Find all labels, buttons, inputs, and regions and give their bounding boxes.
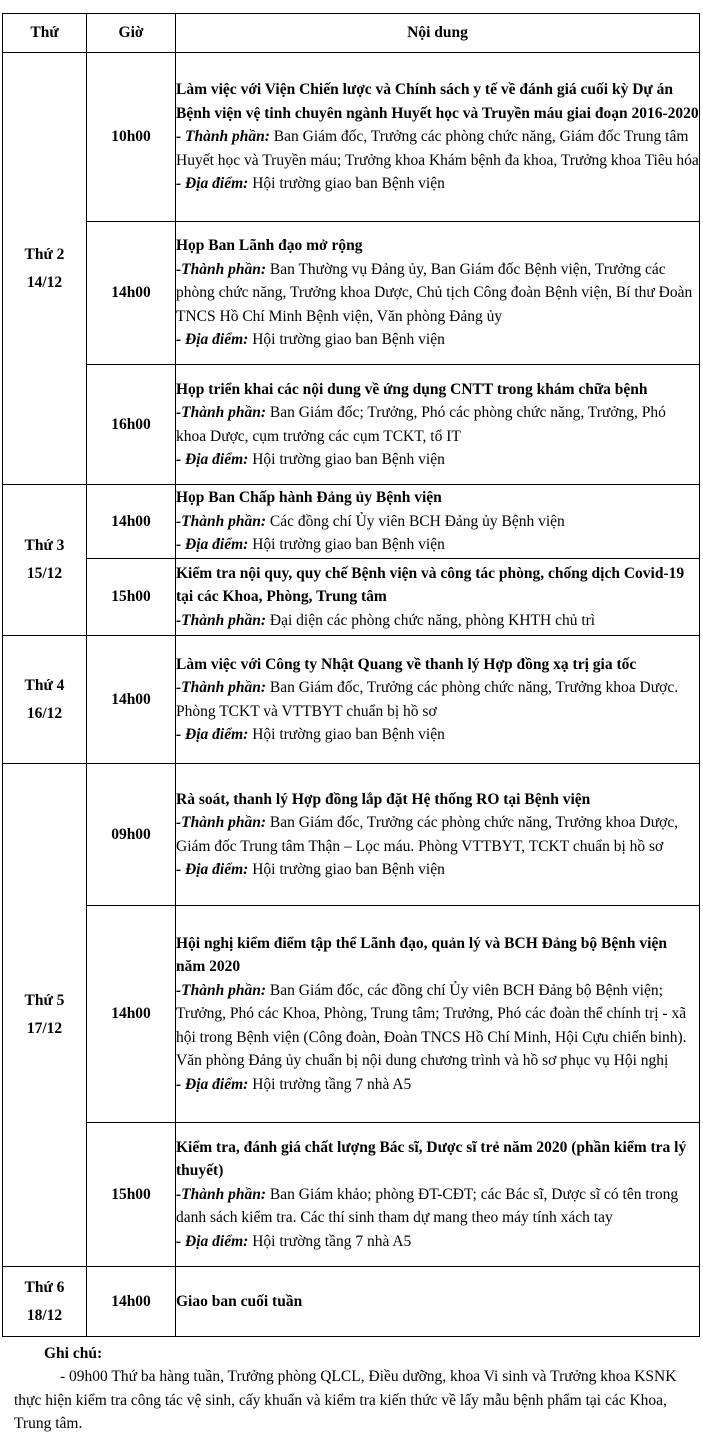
time-cell: 10h00 [87,53,176,222]
participants-prefix: - [176,128,186,146]
participants-line [176,811,699,858]
time-cell: 14h00 [87,222,176,365]
location-value: Hội trường giao ban Bệnh viện [252,536,445,554]
participants-prefix: - [176,512,182,530]
location-prefix: - [176,536,186,554]
location-value: Hội trường giao ban Bệnh viện [252,175,445,193]
participants-line [176,125,699,172]
content-cell [176,485,700,559]
event-title: Họp Ban Lãnh đạo mở rộng [176,237,363,255]
event-title: Làm việc với Công ty Nhật Quang về thanh lý Hợp đồng xạ trị gia tốc [176,655,637,673]
participants-line [176,979,699,1073]
content-cell [176,559,700,636]
table-row [3,636,700,764]
content-cell [176,906,700,1123]
location-value: Hội trường giao ban Bệnh viện [252,331,445,349]
content-cell [176,222,700,365]
content-cell [176,53,700,222]
participants-value: Ban Giám đốc, các đồng chí Ủy viên BCH Đảng bộ Bệnh viện; Trưởng, Phó các Khoa, Phòng, Trung tâm; Trưởng, Phó các đoàn thể chính trị - xã hội trong Bệnh viện (Công đoàn, Đoàn TNCS Hồ Chí Minh, Hội Cựu chiến binh). Văn phòng Đảng ủy chuẩn bị nội dung chương trình và hồ sơ phục vụ Hội nghị [176,981,687,1070]
location-value: Hội trường giao ban Bệnh viện [252,725,445,743]
participants-label [176,814,266,831]
table-row [3,906,700,1123]
table-row [3,53,700,222]
table-row [3,1123,700,1267]
day-cell [3,764,87,1267]
participants-label-text: Thành phần: [181,404,267,422]
location-prefix: - [176,725,186,743]
location-label [176,1233,248,1250]
header-content: Nội dung [176,14,700,53]
day-name: Thứ 4 [24,676,65,694]
location-label-text: Địa điểm: [185,331,249,349]
event-title: Kiểm tra nội quy, quy chế Bệnh viện và công tác phòng, chống dịch Covid-19 tại các Khoa, Phòng, Trung tâm [176,564,685,606]
participants-value: Ban Giám đốc, Trưởng các phòng chức năng, Trưởng khoa Dược. Phòng TCKT và VTTBYT chuẩn bị hồ sơ [176,679,679,720]
location-prefix: - [176,450,186,468]
location-prefix: - [176,1232,186,1250]
day-name: Thứ 6 [24,1278,65,1296]
day-cell [3,53,87,485]
participants-prefix: - [176,679,182,697]
time-cell: 14h00 [87,485,176,559]
participants-value: Đại diện các phòng chức năng, phòng KHTH chủ trì [269,611,596,629]
header-time: Giờ [87,14,176,53]
location-line [176,723,699,746]
participants-label [176,612,266,629]
participants-prefix: - [176,814,182,832]
day-date: 14/12 [26,273,63,291]
location-label [176,536,248,553]
location-label [176,331,248,348]
event-title: Rà soát, thanh lý Hợp đồng lắp đặt Hệ thống RO tại Bệnh viện [176,790,591,808]
participants-value: Ban Giám đốc; Trưởng, Phó các phòng chức năng, Trưởng, Phó khoa Dược, cụm trưởng các cụm TCKT, tổ IT [176,404,666,445]
content-cell [176,365,700,485]
location-label-text: Địa điểm: [185,725,249,743]
participants-prefix: - [176,1185,182,1203]
participants-label [176,404,266,421]
participants-value: Ban Giám khảo; phòng ĐT-CĐT; các Bác sĩ, Dược sĩ có tên trong danh sách kiểm tra. Các thí sinh tham dự mang theo máy tính xách tay [176,1185,679,1227]
participants-label [176,128,270,145]
day-name: Thứ 2 [24,245,65,263]
header-row [3,14,700,53]
participants-prefix: - [176,611,182,629]
location-value: Hội trường tầng 7 nhà A5 [252,1075,412,1093]
location-prefix: - [176,331,186,349]
day-date: 15/12 [26,565,63,582]
table-row [3,764,700,906]
table-row [3,485,700,559]
location-line [176,1073,699,1096]
event-title: Làm việc với Viện Chiến lược và Chính sách y tế về đánh giá cuối kỳ Dự án Bệnh viện vệ tinh chuyên ngành Huyết học và Truyền máu giai đoạn 2016-2020 [176,81,699,122]
location-label-text: Địa điểm: [185,1075,249,1093]
participants-value: Ban Thường vụ Đảng ủy, Ban Giám đốc Bệnh viện, Trưởng các phòng chức năng, Trưởng khoa Dược, Chủ tịch Công đoàn Bệnh viện, Bí thư Đoàn TNCS Hồ Chí Minh Bệnh viện, Văn phòng Đảng ủy [176,260,693,325]
time-cell: 14h00 [87,636,176,764]
participants-label-text: Thành phần: [181,981,267,999]
event-title: Kiểm tra, đánh giá chất lượng Bác sĩ, Dược sĩ trẻ năm 2020 (phần kiểm tra lý thuyết) [176,1138,687,1180]
participants-prefix: - [176,404,182,422]
schedule-table [2,13,700,1337]
day-date: 17/12 [26,1020,63,1037]
participants-label [176,513,266,530]
participants-label [176,982,266,999]
location-line [176,328,699,351]
location-line [176,533,699,556]
participants-line [176,609,699,632]
day-name: Thứ 5 [24,992,65,1009]
notes-section [14,1342,694,1436]
participants-label-text: Thành phần: [185,128,270,146]
time-cell: 14h00 [87,1267,176,1337]
time-cell: 14h00 [87,906,176,1123]
table-row [3,1267,700,1337]
event-title: Hội nghị kiểm điểm tập thể Lãnh đạo, quản lý và BCH Đảng bộ Bệnh viện năm 2020 [176,935,667,976]
location-label-text: Địa điểm: [185,536,249,554]
location-label [176,726,248,743]
participants-label-text: Thành phần: [181,679,267,697]
location-label-text: Địa điểm: [185,860,249,878]
notes-title: Ghi chú: [44,1345,103,1362]
day-name: Thứ 3 [24,537,65,554]
location-line [176,448,699,471]
location-label-text: Địa điểm: [185,450,249,468]
participants-label-text: Thành phần: [181,1185,267,1203]
location-value: Hội trường tầng 7 nhà A5 [252,1232,412,1250]
participants-label [176,1186,266,1203]
time-cell: 15h00 [87,1123,176,1267]
content-cell [176,764,700,906]
content-cell [176,1123,700,1267]
participants-label-text: Thành phần: [181,512,267,530]
event-title: Giao ban cuối tuần [176,1292,303,1310]
event-title: Họp triển khai các nội dung về ứng dụng CNTT trong khám chữa bệnh [176,380,648,398]
participants-label-text: Thành phần: [181,611,267,629]
table-row [3,365,700,485]
day-cell [3,1267,87,1337]
participants-prefix: - [176,260,182,278]
location-label [176,861,248,878]
location-prefix: - [176,860,186,878]
location-value: Hội trường giao ban Bệnh viện [252,860,445,878]
location-value: Hội trường giao ban Bệnh viện [252,450,445,468]
participants-value: Các đồng chí Ủy viên BCH Đảng ủy Bệnh viện [269,512,565,530]
header-day: Thứ [3,14,87,53]
time-cell: 15h00 [87,559,176,636]
participants-label [176,679,266,696]
participants-label-text: Thành phần: [181,260,267,278]
day-date: 16/12 [26,704,63,722]
location-label-text: Địa điểm: [185,1232,249,1250]
day-cell [3,636,87,764]
time-cell: 09h00 [87,764,176,906]
table-row [3,222,700,365]
day-cell [3,485,87,636]
location-prefix: - [176,1075,186,1093]
participants-value: Ban Giám đốc, Trưởng các phòng chức năng, Giám đốc Trung tâm Huyết học và Truyền máu; Trưởng khoa Khám bệnh đa khoa, Trưởng khoa Tiêu hóa [176,128,699,169]
participants-line [176,401,699,448]
location-line [176,172,699,195]
schedule-body [3,53,700,1337]
participants-value: Ban Giám đốc, Trưởng các phòng chức năng, Trưởng khoa Dược, Giám đốc Trung tâm Thận – Lọc máu. Phòng VTTBYT, TCKT chuẩn bị hồ sơ [176,814,679,855]
location-line [176,1230,699,1253]
location-prefix: - [176,175,186,193]
content-cell [176,636,700,764]
participants-line [176,1183,699,1230]
participants-label-text: Thành phần: [181,814,267,832]
time-cell: 16h00 [87,365,176,485]
notes-text: - 09h00 Thứ ba hàng tuần, Trưởng phòng QLCL, Điều dưỡng, khoa Vi sinh và Trưởng khoa KSNK thực hiện kiểm tra công tác vệ sinh, cấy khuẩn và kiểm tra kiến thức về lấy mẫu bệnh phẩm tại các Khoa, Trung tâm. [14,1368,677,1433]
participants-line [176,676,699,723]
content-cell [176,1267,700,1337]
participants-line [176,510,699,533]
location-label [176,175,248,192]
event-title: Họp Ban Chấp hành Đảng ủy Bệnh viện [176,489,442,507]
location-label-text: Địa điểm: [185,175,249,193]
participants-line [176,258,699,328]
location-label [176,451,248,468]
table-row [3,559,700,636]
participants-label [176,261,266,278]
location-label [176,1076,248,1093]
location-line [176,858,699,881]
day-date: 18/12 [26,1306,63,1324]
participants-prefix: - [176,981,182,999]
